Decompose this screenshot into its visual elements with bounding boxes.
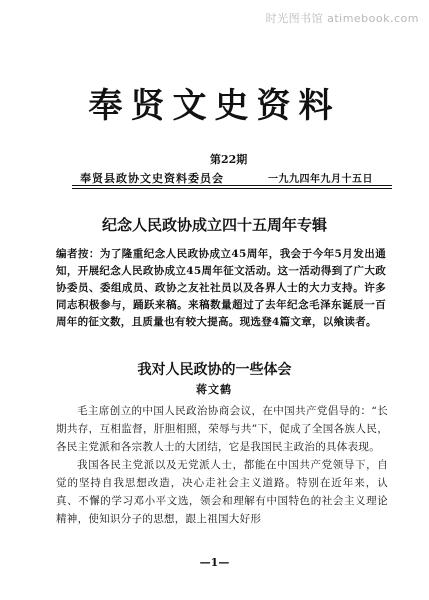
issue-number: 第22期 <box>210 153 248 166</box>
article-title: 我对人民政协的一些体会 <box>137 362 292 378</box>
masthead-title: 奉贤文史资料 <box>88 86 341 126</box>
page-number: —1— <box>199 556 230 569</box>
special-topic-title: 纪念人民政协成立四十五周年专辑 <box>101 216 327 234</box>
header-rule-bottom <box>72 188 392 189</box>
publication-date: 一九九四年九月十五日 <box>268 174 373 185</box>
article-body <box>56 402 388 528</box>
publisher: 奉贤县政协文史资料委员会 <box>80 172 224 185</box>
article-author: 蒋文鹤 <box>196 383 232 396</box>
watermark: 时光图书馆 atimebook.com <box>265 12 419 25</box>
article-paragraph: 我国各民主党派以及无党派人士，都能在中国共产党领导下，自觉的坚持自我思想改造，决心走社会主义道路。特别在近年来，认真、不懈的学习邓小平文选，领会和理解有中国特色的社会主义理论精神，使知识分子的思想，跟上祖国大好形 <box>56 459 388 525</box>
article-paragraph: 毛主席创立的中国人民政治协商会议，在中国共产党倡导的：“长期共存，互相监督，肝胆相照，荣辱与共”下，促成了全国各族人民，各民主党派和各宗教人士的大团结，它是我国民主政治的具体表现。 <box>56 405 388 453</box>
header-rule-top <box>72 185 392 186</box>
editor-note: 编者按：为了隆重纪念人民政协成立45周年，我会于今年5月发出通知，开展纪念人民政协成立45周年征文活动。这一活动得到了广大政协委员、委组成员、政协之友社社员以及各界人士的大力支持。许多同志积极参与，踊跃来稿。来稿数量超过了去年纪念毛泽东诞辰一百周年的征文数，且质量也有较大提高。现选登4篇文章，以飨读者。 <box>56 248 386 328</box>
